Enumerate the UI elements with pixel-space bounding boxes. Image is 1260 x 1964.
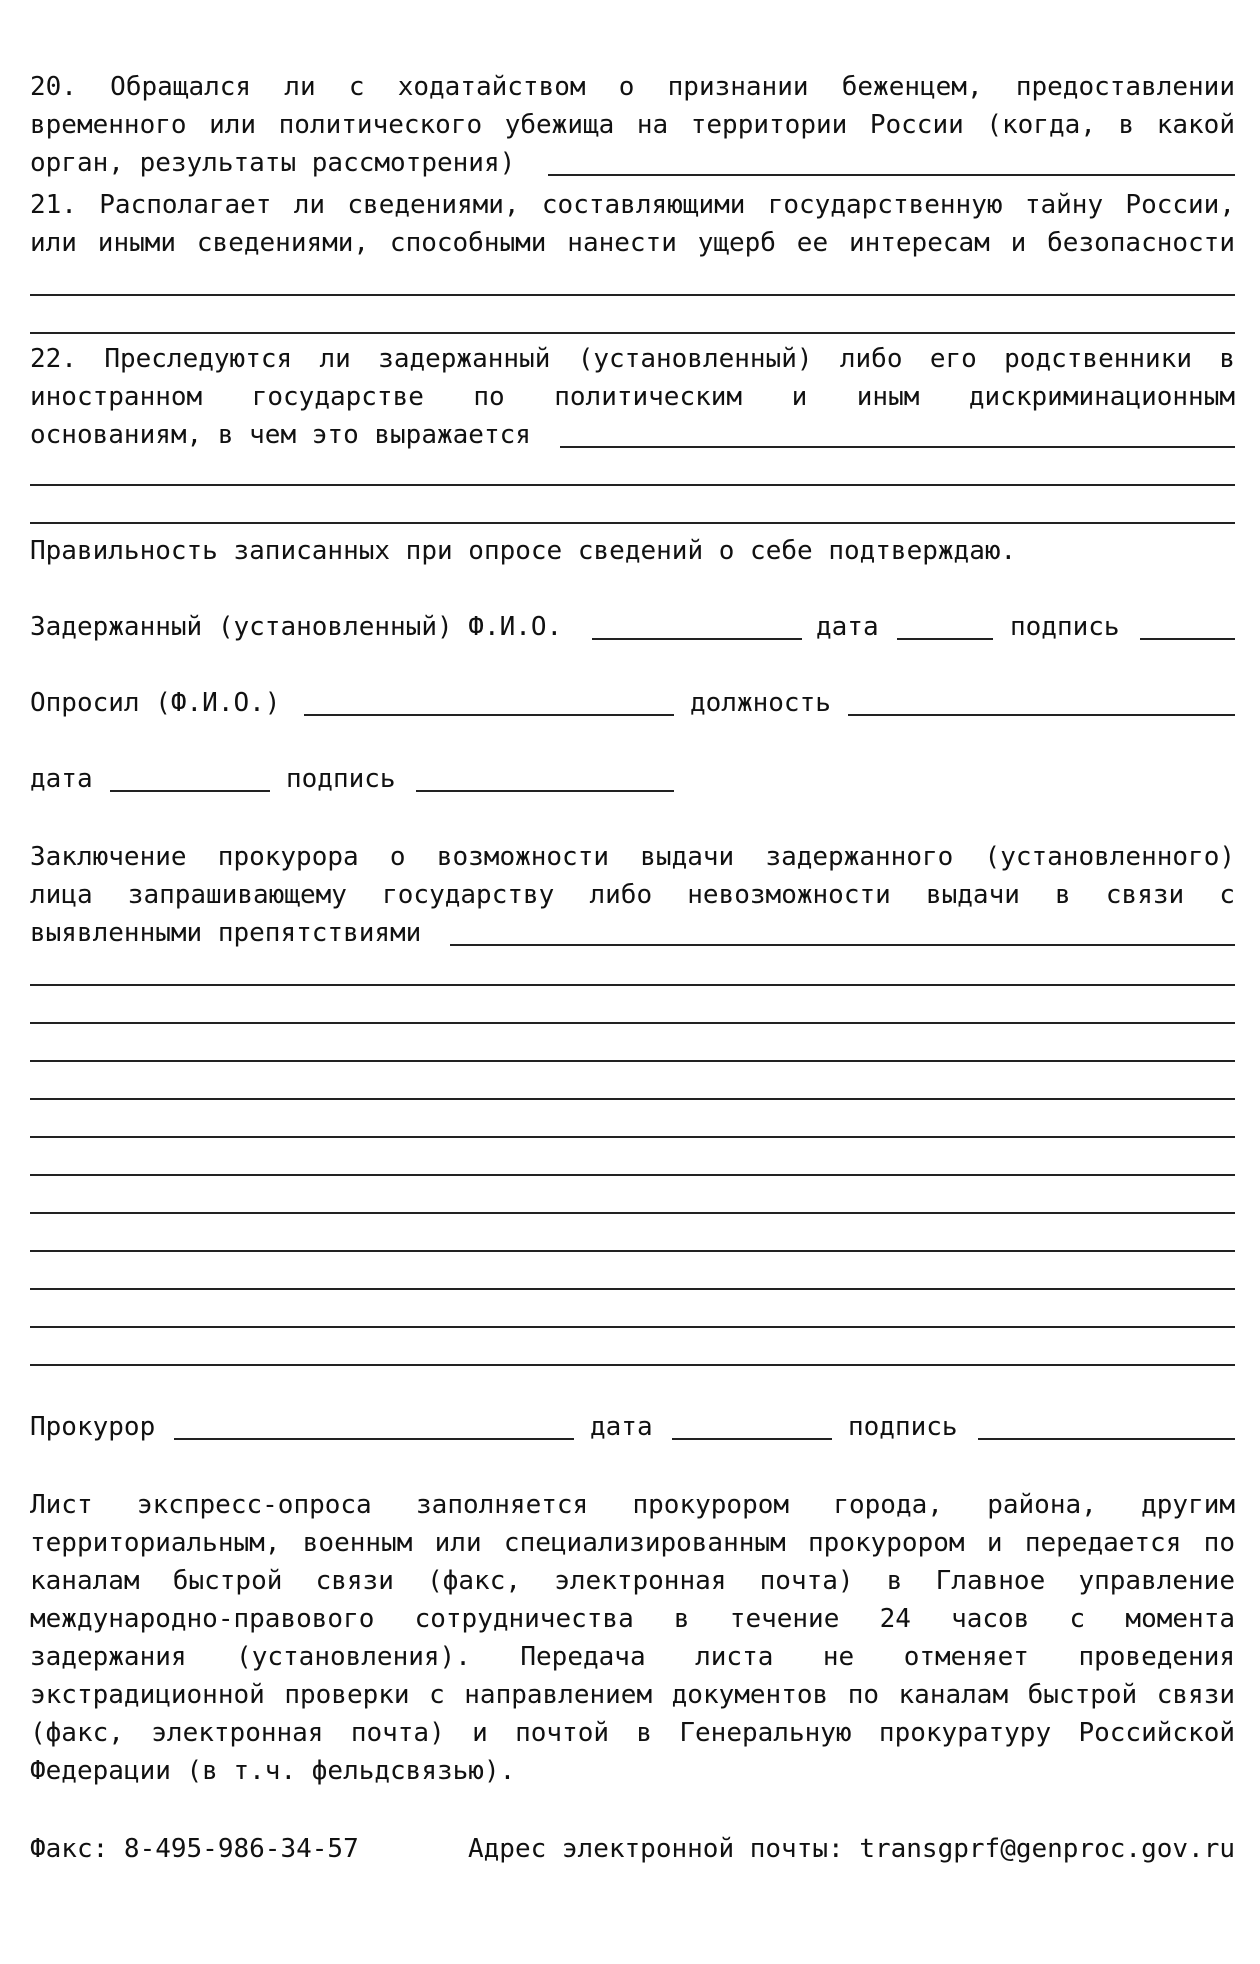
note-line (30, 1528, 1235, 1558)
interviewer-date-field[interactable] (110, 790, 270, 792)
footer-contacts (30, 1834, 1235, 1864)
conclusion-answer-line[interactable] (30, 984, 1235, 986)
question-20-answer-row (30, 148, 1235, 178)
note-line (30, 1756, 1235, 1786)
question-22-cont (30, 382, 1235, 412)
conclusion-answer-row (30, 918, 1235, 948)
interviewer-signature-label: подпись (286, 764, 396, 794)
prosecutor-signature-field[interactable] (978, 1438, 1235, 1440)
question-20 (30, 72, 1235, 102)
detainee-date-field[interactable] (897, 638, 993, 640)
conclusion-line-1: Заключение прокурора о возможности выдачи задержанного (установленного) (30, 842, 1235, 872)
q20-line-2: временного или политического убежища на территории России (когда, в какой (30, 110, 1235, 140)
note-line-2: территориальным, военным или специализированным прокурором и передается по (30, 1528, 1235, 1558)
q22-line-1: 22. Преследуются ли задержанный (установленный) либо его родственники в (30, 344, 1235, 374)
conclusion-answer-line[interactable] (30, 1022, 1235, 1024)
interviewer-position-label: должность (690, 688, 831, 718)
q22-answer-field[interactable] (560, 446, 1235, 448)
note-line-3: каналам быстрой связи (факс, электронная почта) в Главное управление (30, 1566, 1235, 1596)
note-line (30, 1566, 1235, 1596)
conclusion-answer-line[interactable] (30, 1326, 1235, 1328)
note-line (30, 1718, 1235, 1748)
conclusion-answer-field[interactable] (450, 944, 1235, 946)
note-line-6: экстрадиционной проверки с направлением документов по каналам быстрой связи (30, 1680, 1235, 1710)
conclusion-cont (30, 880, 1235, 910)
prosecutor-label: Прокурор (30, 1412, 156, 1442)
conclusion-answer-line[interactable] (30, 1250, 1235, 1252)
detainee-signature-field[interactable] (1140, 638, 1235, 640)
note-line-5: задержания (установления). Передача листа не отменяет проведения (30, 1642, 1235, 1672)
email-address[interactable]: Адрес электронной почты: transgprf@genproc.gov.ru (467, 1834, 1235, 1864)
note-line-8: Федерации (в т.ч. фельдсвязью). (30, 1756, 516, 1786)
interviewer-date-row (30, 764, 1235, 794)
note-line-1: Лист экспресс-опроса заполняется прокурором города, района, другим (30, 1490, 1235, 1520)
q22-line-3: основаниям, в чем это выражается (30, 420, 531, 450)
q21-answer-line[interactable] (30, 332, 1235, 334)
prosecutor-row (30, 1412, 1235, 1442)
note-line (30, 1680, 1235, 1710)
question-22-answer-row (30, 420, 1235, 450)
detainee-signature-label: подпись (1010, 612, 1120, 642)
note-line (30, 1490, 1235, 1520)
confirmation-text: Правильность записанных при опросе сведений о себе подтверждаю. (30, 536, 1017, 566)
q21-line-1: 21. Располагает ли сведениями, составляющими государственную тайну России, (30, 190, 1235, 220)
interviewer-date-label: дата (30, 764, 93, 794)
note-line-7: (факс, электронная почта) и почтой в Генеральную прокуратуру Российской (30, 1718, 1235, 1748)
interviewer-signature-field[interactable] (416, 790, 674, 792)
q21-answer-line[interactable] (30, 294, 1235, 296)
conclusion-line-3: выявленными препятствиями (30, 918, 422, 948)
question-21-cont (30, 228, 1235, 258)
conclusion (30, 842, 1235, 872)
q20-line-3: орган, результаты рассмотрения) (30, 148, 516, 178)
question-21 (30, 190, 1235, 220)
conclusion-answer-line[interactable] (30, 1098, 1235, 1100)
fax-number: Факс: 8-495-986-34-57 (30, 1834, 359, 1864)
q22-answer-line[interactable] (30, 484, 1235, 486)
note-line (30, 1604, 1235, 1634)
conclusion-answer-line[interactable] (30, 1212, 1235, 1214)
detainee-date-label: дата (816, 612, 879, 642)
conclusion-answer-line[interactable] (30, 1364, 1235, 1366)
q22-answer-line[interactable] (30, 522, 1235, 524)
confirmation-row (30, 536, 1235, 566)
detainee-row (30, 612, 1235, 642)
prosecutor-signature-label: подпись (848, 1412, 958, 1442)
interviewer-position-field[interactable] (848, 714, 1235, 716)
prosecutor-date-label: дата (590, 1412, 653, 1442)
interviewer-row (30, 688, 1235, 718)
question-22 (30, 344, 1235, 374)
question-20-cont (30, 110, 1235, 140)
prosecutor-name-field[interactable] (174, 1438, 574, 1440)
conclusion-answer-line[interactable] (30, 1060, 1235, 1062)
detainee-label: Задержанный (установленный) Ф.И.О. (30, 612, 563, 642)
q20-answer-field[interactable] (548, 174, 1235, 176)
interviewer-label: Опросил (Ф.И.О.) (30, 688, 281, 718)
q21-line-2: или иными сведениями, способными нанести ущерб ее интересам и безопасности (30, 228, 1235, 258)
interviewer-name-field[interactable] (304, 714, 674, 716)
note-line-4: международно-правового сотрудничества в течение 24 часов с момента (30, 1604, 1235, 1634)
form-page (30, 0, 1235, 1964)
prosecutor-date-field[interactable] (672, 1438, 832, 1440)
note-line (30, 1642, 1235, 1672)
conclusion-answer-line[interactable] (30, 1288, 1235, 1290)
detainee-name-field[interactable] (592, 638, 802, 640)
conclusion-line-2: лица запрашивающему государству либо невозможности выдачи в связи с (30, 880, 1235, 910)
q22-line-2: иностранном государстве по политическим и иным дискриминационным (30, 382, 1235, 412)
q20-line-1: 20. Обращался ли с ходатайством о признании беженцем, предоставлении (30, 72, 1235, 102)
conclusion-answer-line[interactable] (30, 1136, 1235, 1138)
conclusion-answer-line[interactable] (30, 1174, 1235, 1176)
